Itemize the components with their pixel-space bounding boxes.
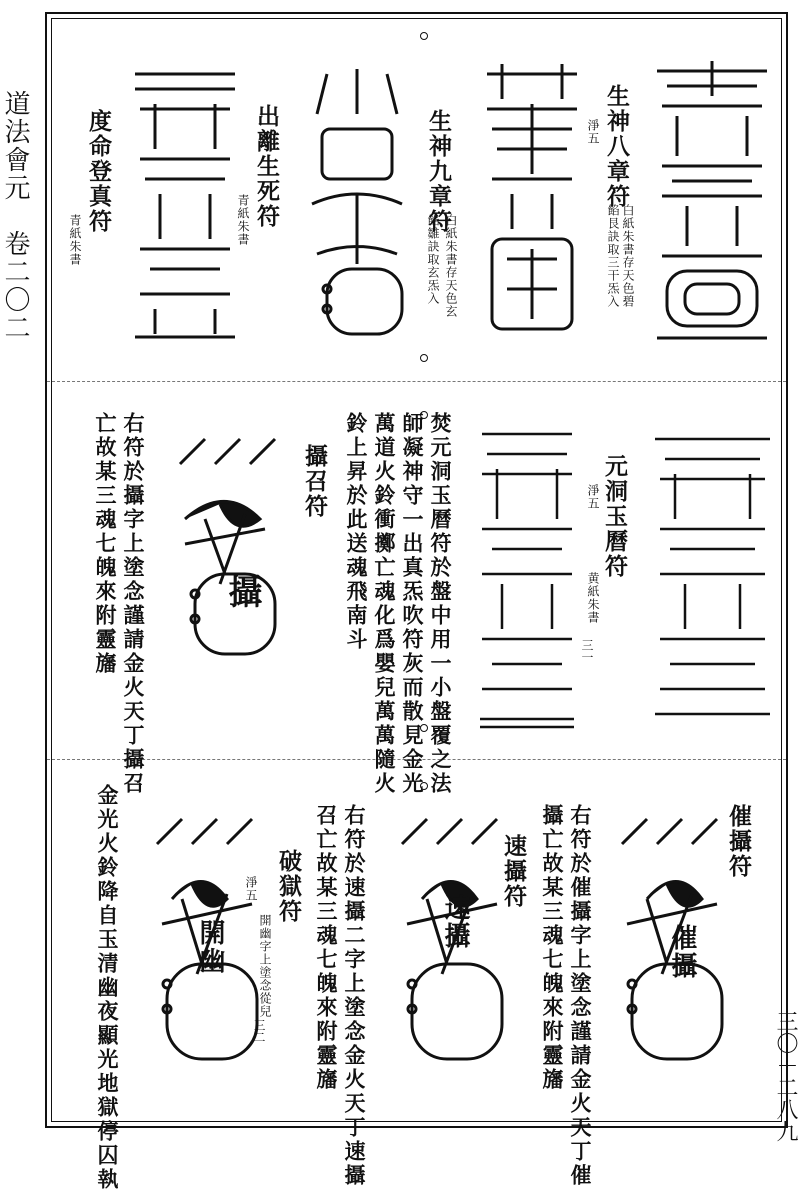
title-sheng-shen-jiu-zhang: 生神九章符 — [425, 109, 452, 234]
talisman-char-she: 攝 — [222, 574, 262, 610]
talisman-char-cui-she: 催攝 — [667, 924, 697, 980]
talisman-seal-script-9 — [472, 54, 592, 339]
text-bottom-1a: 右符於催攝字上塗念謹請金火天丁催 — [568, 804, 593, 1188]
talisman-yuan-dong-b — [472, 419, 582, 734]
title-sheng-shen-ba-zhang: 生神八章符 — [603, 84, 630, 209]
talisman-du-ming — [125, 59, 245, 344]
title-chu-li-sheng-si: 出離生死符 — [253, 104, 280, 229]
title-su-she: 速攝符 — [500, 834, 527, 909]
title-yuan-dong-yu-li: 元洞玉曆符 — [601, 454, 628, 579]
binding-hole-icon — [420, 354, 428, 362]
note-col4: 青紙朱書 — [68, 214, 82, 266]
note-col3: 青紙朱書 — [236, 194, 250, 246]
text-middle-right-1: 右符於攝字上塗念謹請金火天丁攝召 — [121, 412, 146, 796]
talisman-she-zhao — [165, 424, 295, 664]
text-bottom-2a: 右符於速攝二字上塗念金火天丁速攝 — [342, 804, 367, 1188]
margin-page-number: 三〇－二八九 — [773, 1010, 798, 1142]
title-cui-she: 催攝符 — [725, 804, 752, 879]
margin-book-title: 道法會元 卷二〇二 — [0, 90, 30, 342]
note-yuan-dong: 黄紙朱書 — [586, 572, 600, 624]
page-frame — [45, 12, 788, 1192]
talisman-yuan-dong-a — [645, 424, 780, 724]
note-col1-b: 餡艮訣取三干炁入 — [606, 204, 620, 308]
text-middle-4: 鈴上昇於此送魂飛南斗 — [344, 412, 369, 652]
note-col1-a: 白紙朱書存天色碧 — [621, 204, 635, 308]
text-bottom-3: 金光火鈴降自玉清幽夜顯光地獄停囚執 — [95, 784, 120, 1192]
text-middle-1: 焚元洞玉曆符於盤中用一小盤覆之法 — [428, 412, 453, 796]
text-middle-2: 師凝神守一出真炁吹符灰而散見金光 — [400, 412, 425, 796]
section-divider-top — [47, 381, 786, 382]
title-she-zhao: 攝召符 — [301, 444, 328, 519]
page-marker-32: 三二 — [252, 1019, 266, 1043]
talisman-char-kai-you: 開幽 — [195, 919, 225, 975]
note-col2-b: 餡雛訣取玄炁入 — [426, 214, 440, 305]
binding-hole-icon — [420, 32, 428, 40]
page-marker-31: 三一 — [580, 639, 594, 663]
note-middle-side: 淨五 — [586, 484, 600, 510]
note-po-yu: 開幽字上塗念從兒 — [258, 914, 272, 1018]
text-bottom-2b: 召亡故某三魂七魄來附靈旛 — [314, 804, 339, 1092]
text-middle-3: 萬道火鈴衝擲亡魂化爲嬰兒萬萬隨火 — [372, 412, 397, 796]
text-middle-right-2: 亡故某三魂七魄來附靈旛 — [93, 412, 118, 676]
note-col1-side: 淨五 — [586, 119, 600, 145]
note-col2-a: 白紙朱書存天色玄 — [444, 214, 458, 318]
title-du-ming-deng-zhen: 度命登真符 — [85, 109, 112, 234]
talisman-char-su-she: 速攝 — [440, 894, 470, 950]
note-bottom-side: 淨五 — [244, 876, 258, 902]
text-bottom-1b: 攝亡故某三魂七魄來附靈旛 — [540, 804, 565, 1092]
title-po-yu: 破獄符 — [275, 849, 302, 924]
talisman-chu-li — [297, 54, 417, 344]
talisman-seal-script-8 — [647, 56, 777, 346]
